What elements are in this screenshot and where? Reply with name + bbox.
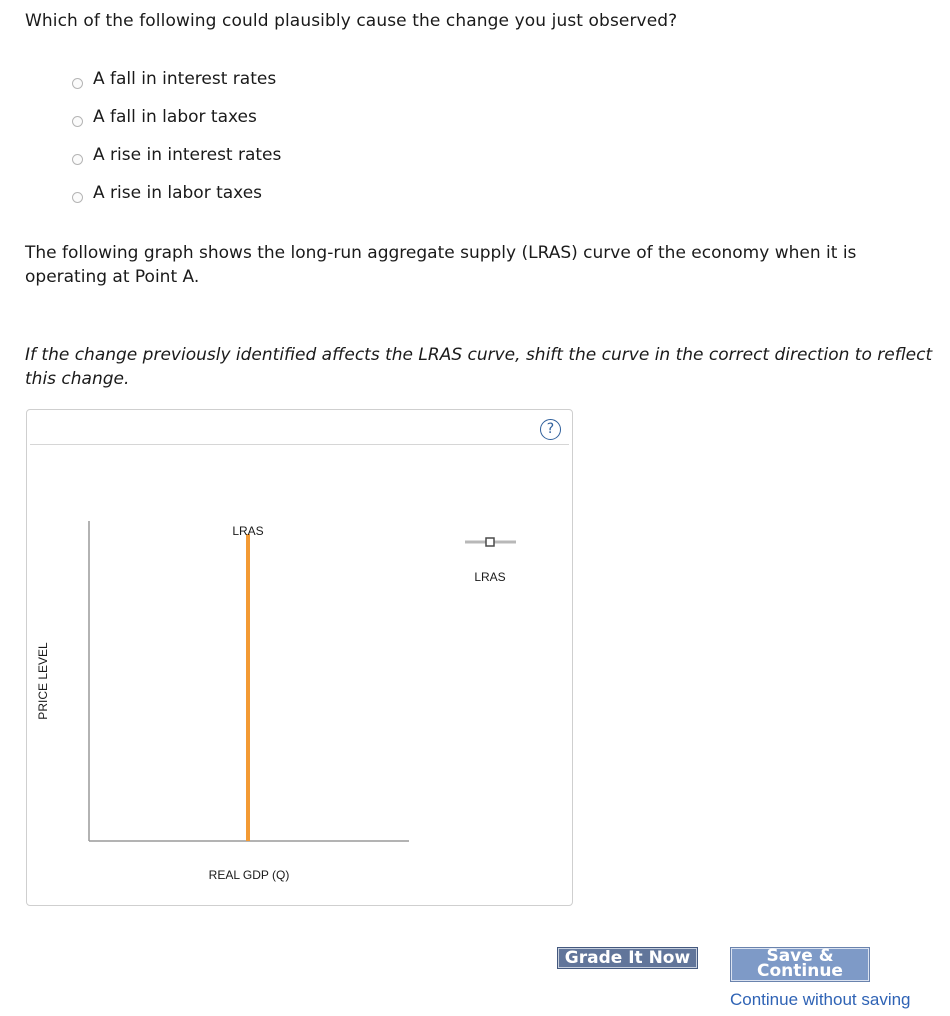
- option-label[interactable]: A rise in interest rates: [93, 145, 282, 165]
- option-rise-interest-rates[interactable]: [72, 136, 281, 174]
- grade-it-now-button[interactable]: Grade It Now: [557, 947, 698, 969]
- option-fall-interest-rates[interactable]: [72, 60, 281, 98]
- graph-canvas[interactable]: [27, 410, 572, 905]
- radio-button[interactable]: [72, 154, 83, 165]
- answer-options: [72, 60, 281, 212]
- help-icon[interactable]: ?: [540, 419, 561, 440]
- continue-without-saving-link[interactable]: Continue without saving: [730, 990, 911, 1009]
- option-label[interactable]: A fall in interest rates: [93, 69, 277, 89]
- lras-palette-tool[interactable]: [465, 538, 516, 546]
- palette-label: LRAS: [474, 570, 506, 584]
- instruction-text: If the change previously identified affects the LRAS curve, shift the curve in the correct direction to reflect this change.: [25, 345, 933, 389]
- radio-button[interactable]: [72, 192, 83, 203]
- option-label[interactable]: A fall in labor taxes: [93, 107, 257, 127]
- radio-button[interactable]: [72, 78, 83, 89]
- lras-curve-label: LRAS: [232, 524, 264, 538]
- y-axis-label: PRICE LEVEL: [36, 642, 50, 720]
- option-fall-labor-taxes[interactable]: [72, 98, 281, 136]
- graph-panel: [26, 409, 573, 906]
- option-rise-labor-taxes[interactable]: [72, 174, 281, 212]
- x-axis-label: REAL GDP (Q): [208, 868, 290, 882]
- radio-button[interactable]: [72, 116, 83, 127]
- palette-handle[interactable]: [486, 538, 494, 546]
- save-continue-button[interactable]: Save & Continue: [730, 947, 870, 982]
- graph-description: The following graph shows the long-run aggregate supply (LRAS) curve of the economy when it is operating at Point A.: [25, 243, 857, 287]
- question-text: Which of the following could plausibly cause the change you just observed?: [25, 11, 678, 31]
- option-label[interactable]: A rise in labor taxes: [93, 183, 263, 203]
